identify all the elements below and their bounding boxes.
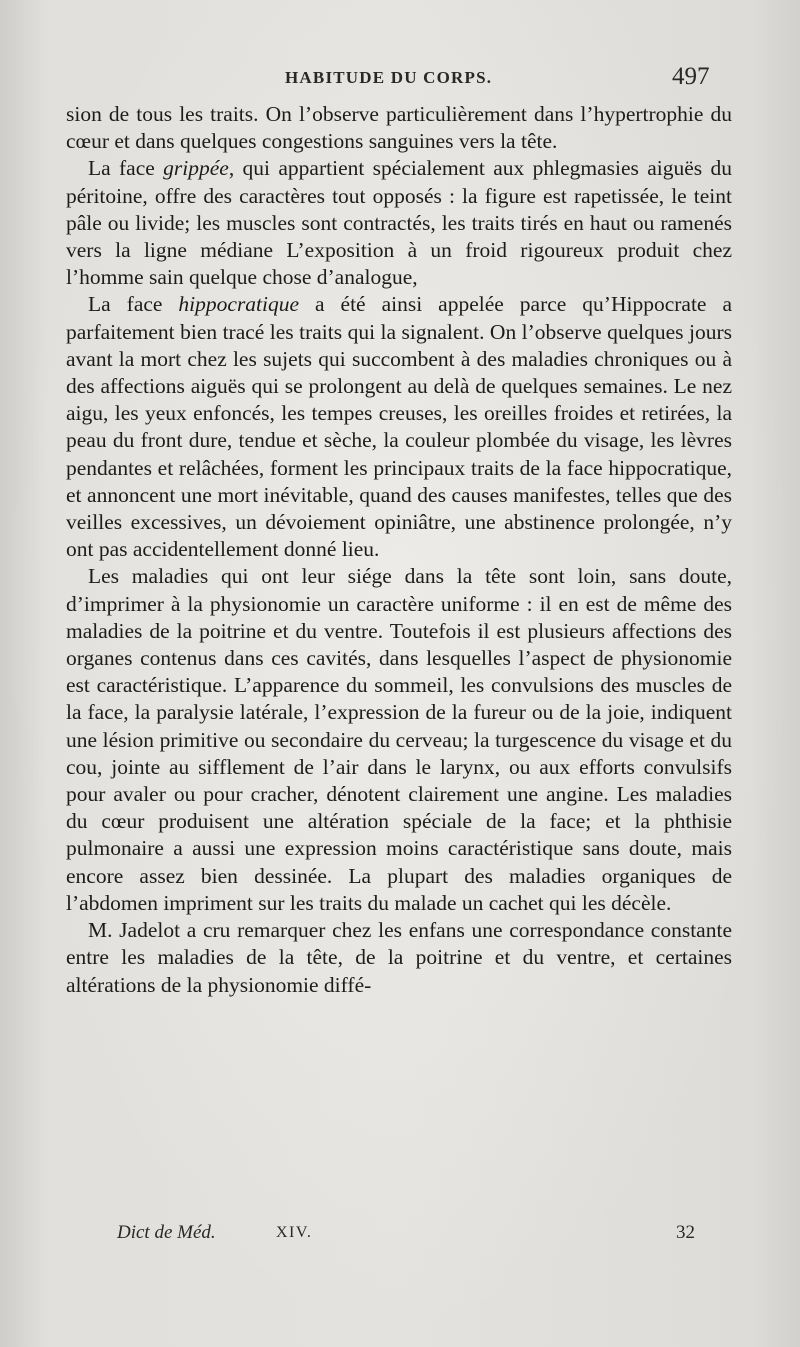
emphasis-term: hippocratique: [178, 292, 300, 317]
paragraph-4: [66, 563, 732, 917]
page-header: [0, 62, 800, 102]
paragraph-text: Les maladies qui ont leur siége dans la tête sont loin, sans doute, d’imprimer à la physionomie un caractère uniforme : il en est de même des maladies de la poitrine et du ventre. Toutefois il est plusieurs affections des organes contenus dans ces cavités, dans lesquelles l’aspect de physionomie est caractéristique. L’apparence du sommeil, les convulsions des muscles de la face, la paralysie latérale, l’expression de la fureur ou de la joie, indiquent une lésion primitive ou secondaire du cerveau; la turgescence du visage et du cou, jointe au sifflement de l’air dans le larynx, ou aux efforts convulsifs pour avaler ou pour cracher, dénotent clairement une angine. Les maladies du cœur produisent une altération spéciale de la face; et la phthisie pulmonaire a aussi une expression moins caractéristique sans doute, mais encore assez bien dessinée. La plupart des maladies organiques de l’abdomen impriment sur les traits du malade un cachet qui les décèle.: [66, 564, 732, 915]
signature-number: 32: [676, 1222, 695, 1243]
signature-volume: XIV.: [276, 1224, 313, 1241]
paragraph-5: [66, 917, 732, 999]
page-footer: [0, 1222, 800, 1256]
body-text: [66, 101, 732, 999]
paragraph-text: , qui appartient spécialement aux phlegmasies aiguës du péritoine, offre des caractères tout opposés : la figure est rapetissée, le teint pâle ou livide; les muscles sont contractés, les traits tirés en haut ou ramenés vers la ligne médiane L’exposition à un froid rigoureux produit chez l’homme sain quelque chose d’analogue,: [66, 156, 733, 290]
paragraph-2: [66, 155, 732, 291]
paragraph-text: sion de tous les traits. On l’observe particulièrement dans l’hypertrophie du cœur et dans quelques congestions sanguines vers la tête.: [66, 102, 732, 154]
paragraph-text: a été ainsi appelée parce qu’Hippocrate a parfaitement bien tracé les traits qui la signalent. On l’observe quelques jours avant la mort chez les sujets qui succombent à des maladies chroniques ou à des affections aiguës qui se prolongent au delà de quelques semaines. Le nez aigu, les yeux enfoncés, les tempes creuses, les oreilles froides et retirées, la peau du front dure, tendue et sèche, la couleur plombée du visage, les lèvres pendantes et relâchées, forment les principaux traits de la face hippocratique, et annoncent une mort inévitable, quand des causes manifestes, telles que des veilles excessives, un dévoiement opiniâtre, une abstinence prolongée, n’y ont pas accidentellement donné lieu.: [66, 292, 732, 562]
paragraph-3: [66, 291, 732, 563]
emphasis-term: grippée: [163, 156, 229, 181]
paragraph-text: La face: [88, 156, 164, 181]
paragraph-text: M. Jadelot a cru remarquer chez les enfans une correspondance constante entre les maladies de la tête, de la poitrine et du ventre, et certaines altérations de la physionomie diffé-: [66, 918, 732, 997]
page-number: 497: [672, 63, 710, 90]
paragraph-text: La face: [88, 292, 179, 317]
signature-title: Dict de Méd.: [117, 1222, 216, 1243]
running-title: HABITUDE DU CORPS.: [285, 68, 493, 87]
paragraph-1: [66, 101, 732, 155]
